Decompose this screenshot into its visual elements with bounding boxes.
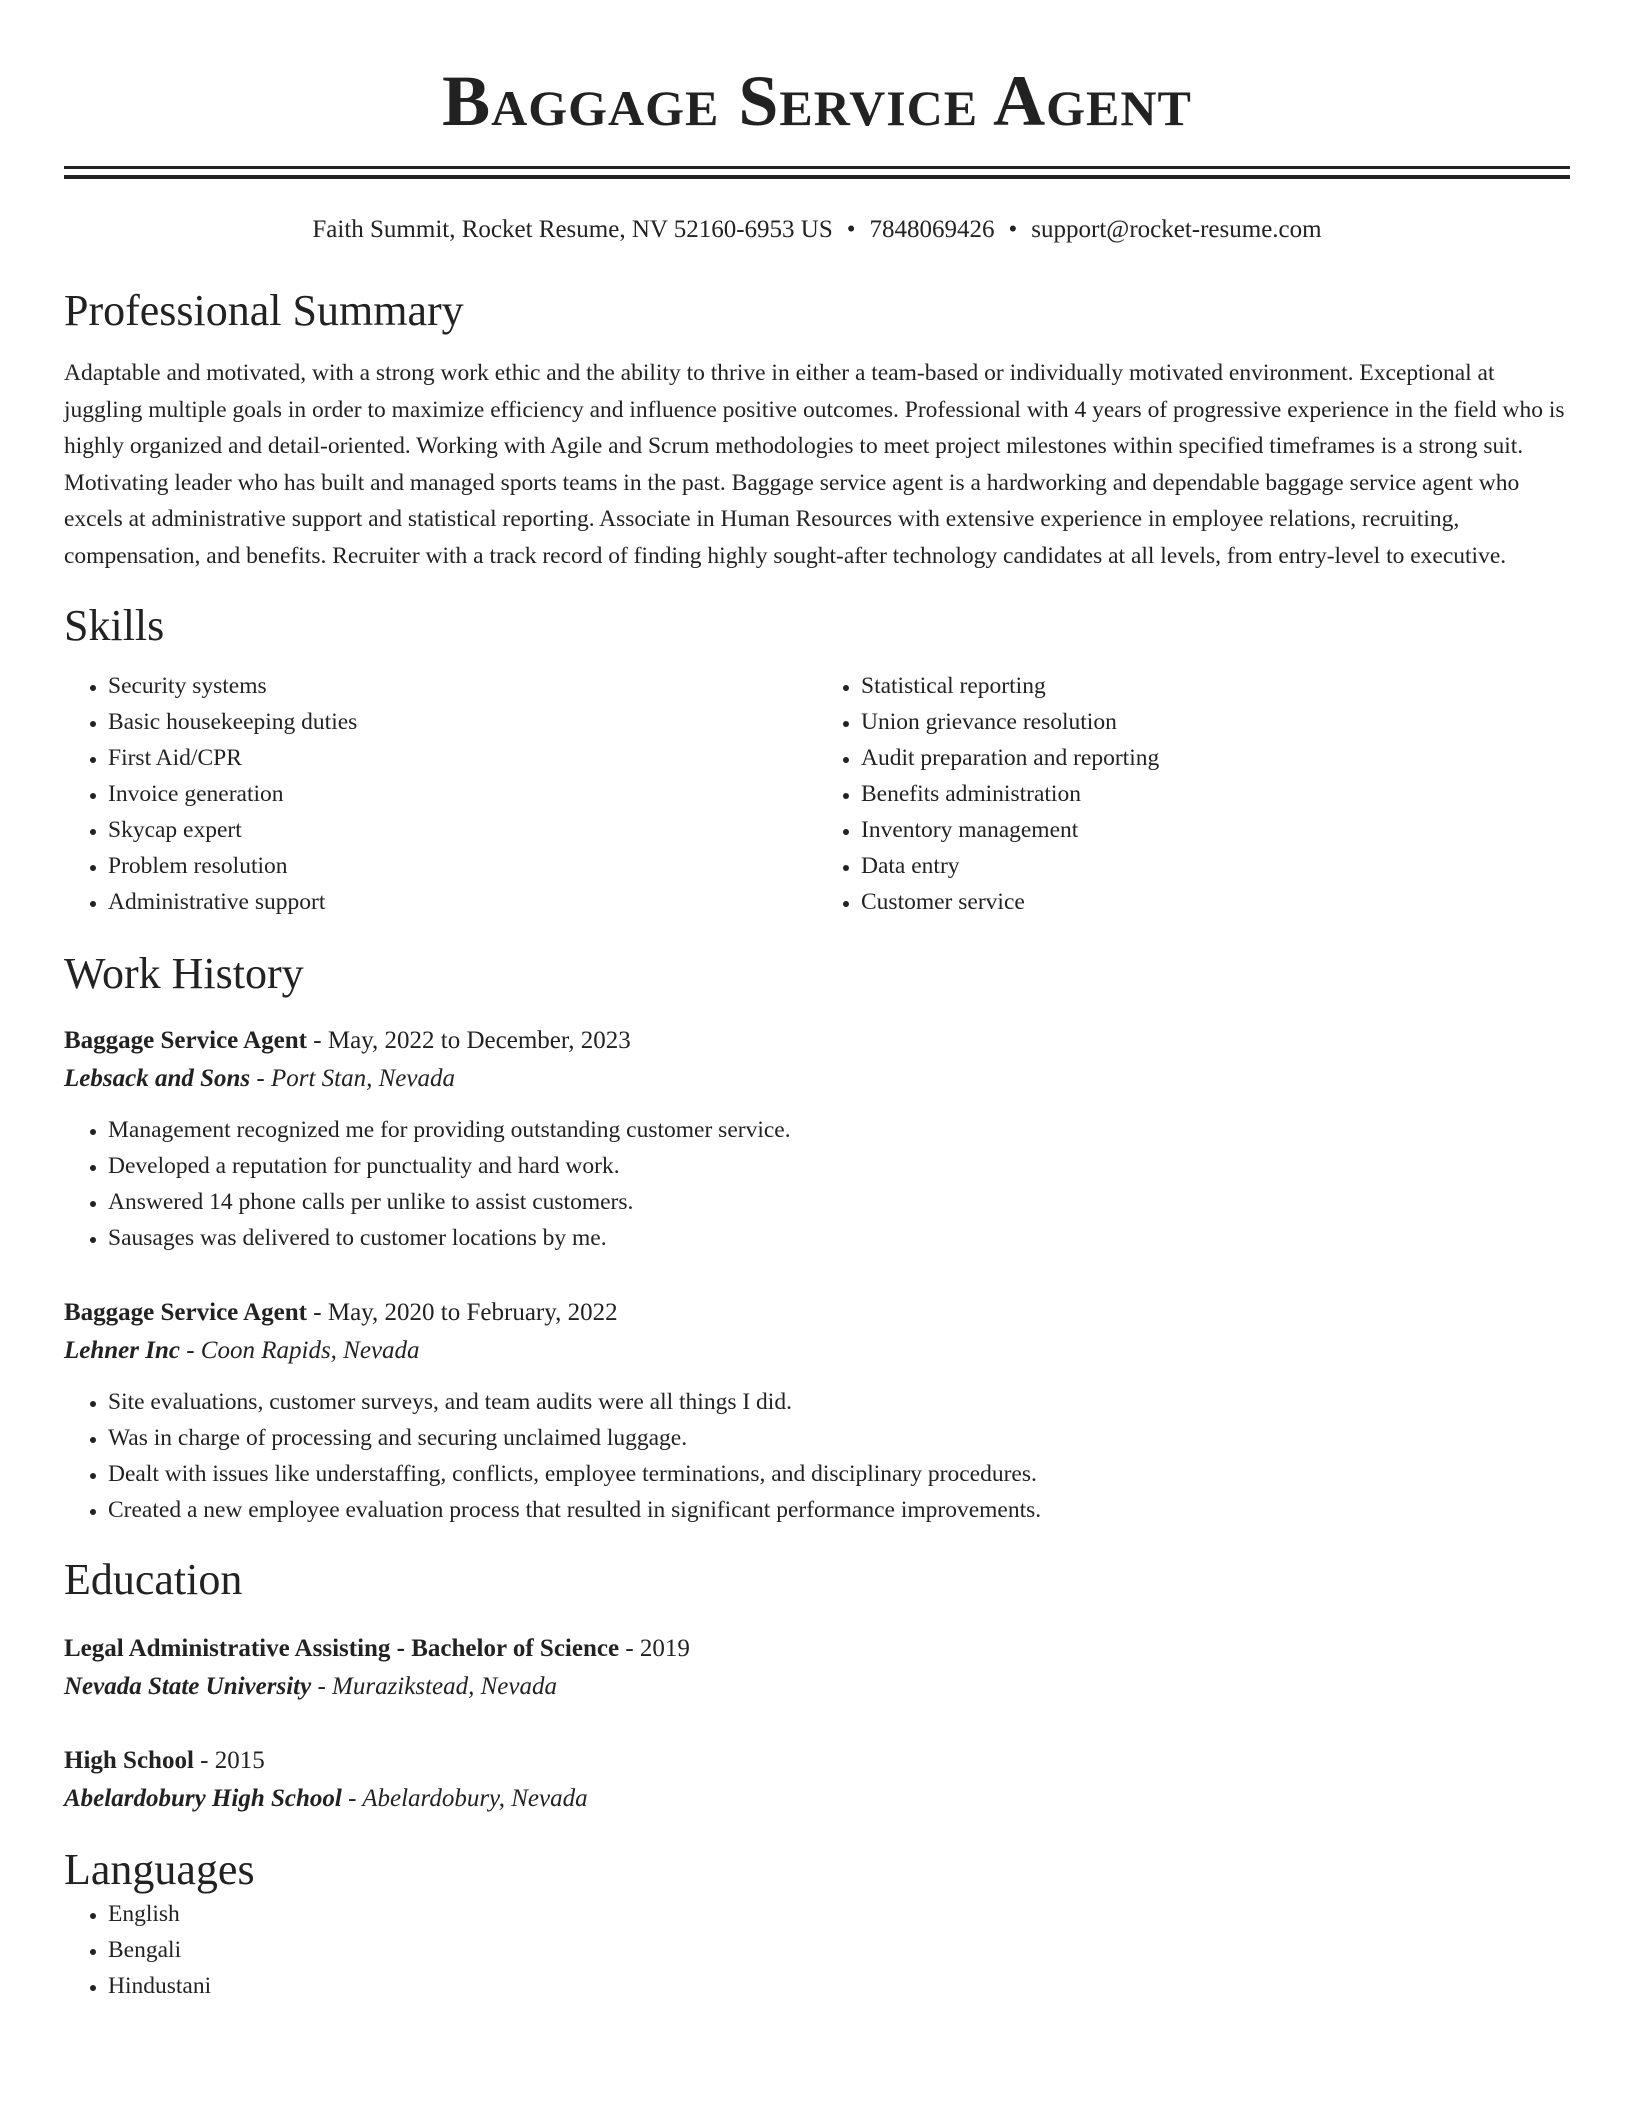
- skill-item: • Invoice generation: [108, 776, 817, 812]
- job-entry: [64, 1022, 1570, 1256]
- job-role: Baggage Service Agent: [64, 1027, 308, 1054]
- skill-item: • Audit preparation and reporting: [861, 740, 1570, 776]
- education-location: - Murazikstead, Nevada: [311, 1673, 557, 1700]
- skill-item: • Union grievance resolution: [861, 704, 1570, 740]
- skills-columns: [64, 668, 1570, 920]
- job-dates: - May, 2022 to December, 2023: [307, 1027, 631, 1054]
- education-degree: Legal Administrative Assisting - Bachelor of Science: [64, 1635, 620, 1662]
- education-degree-line: [64, 1630, 1570, 1668]
- language-item: • Hindustani: [108, 1968, 1570, 2004]
- contact-separator: •: [1008, 216, 1018, 243]
- skill-item: • Customer service: [861, 884, 1570, 920]
- education-heading: Education: [64, 1555, 243, 1604]
- job-duty: • Sausages was delivered to customer locations by me.: [108, 1220, 1570, 1256]
- work-history-heading: Work History: [64, 949, 304, 998]
- job-company: Lehner Inc: [64, 1337, 180, 1364]
- education-entry: [64, 1742, 1570, 1818]
- job-duty: • Dealt with issues like understaffing, conflicts, employee terminations, and disciplinary procedures.: [108, 1456, 1570, 1492]
- job-location: - Port Stan, Nevada: [250, 1065, 455, 1092]
- skills-heading: Skills: [64, 601, 165, 650]
- contact-email[interactable]: support@rocket-resume.com: [1031, 216, 1322, 243]
- job-duty: • Developed a reputation for punctuality and hard work.: [108, 1148, 1570, 1184]
- education-school-line: [64, 1668, 1570, 1706]
- education-year: - 2015: [193, 1747, 265, 1774]
- language-item: • English: [108, 1896, 1570, 1932]
- resume-page: [64, 0, 1570, 2004]
- job-company-line: [64, 1060, 1570, 1098]
- job-location: - Coon Rapids, Nevada: [179, 1337, 420, 1364]
- skill-item: • Inventory management: [861, 812, 1570, 848]
- job-duty: • Created a new employee evaluation process that resulted in significant performance improvements.: [108, 1492, 1570, 1528]
- skill-item: • Skycap expert: [108, 812, 817, 848]
- summary-heading: Professional Summary: [64, 286, 464, 335]
- education-entry: [64, 1630, 1570, 1706]
- contact-phone: 7848069426: [869, 216, 995, 243]
- languages-heading: Languages: [64, 1845, 255, 1894]
- job-entry: [64, 1294, 1570, 1528]
- job-duty: • Management recognized me for providing outstanding customer service.: [108, 1112, 1570, 1148]
- job-duty: • Was in charge of processing and securing unclaimed luggage.: [108, 1420, 1570, 1456]
- job-duty: • Answered 14 phone calls per unlike to assist customers.: [108, 1184, 1570, 1220]
- job-duties-list: [64, 1384, 1570, 1528]
- skill-item: • Data entry: [861, 848, 1570, 884]
- education-location: - Abelardobury, Nevada: [341, 1785, 588, 1812]
- skill-item: • Security systems: [108, 668, 817, 704]
- contact-line: [64, 215, 1570, 245]
- skills-left-list: [64, 668, 817, 920]
- skill-item: • Basic housekeeping duties: [108, 704, 817, 740]
- language-item: • Bengali: [108, 1932, 1570, 1968]
- contact-separator: •: [846, 216, 856, 243]
- skill-item: • Problem resolution: [108, 848, 817, 884]
- contact-address: Faith Summit, Rocket Resume, NV 52160-6953 US: [312, 216, 833, 243]
- skill-item: • First Aid/CPR: [108, 740, 817, 776]
- skill-item: • Administrative support: [108, 884, 817, 920]
- job-header: [64, 1294, 1570, 1332]
- summary-text: Adaptable and motivated, with a strong work ethic and the ability to thrive in either a team-based or individually motivated environment. Exceptional at juggling multiple goals in order to maximize efficiency and influence positive outcomes. Professional with 4 years of progressive experience in the field who is highly organized and detail-oriented. Working with Agile and Scrum methodologies to meet project milestones within specified timeframes is a strong suit. Motivating leader who has built and managed sports teams in the past. Baggage service agent is a hardworking and dependable baggage service agent who excels at administrative support and statistical reporting. Associate in Human Resources with extensive experience in employee relations, recruiting, compensation, and benefits. Recruiter with a track record of finding highly sought-after technology candidates at all levels, from entry-level to executive.: [64, 360, 1565, 569]
- candidate-name: Baggage Service Agent: [442, 61, 1192, 141]
- job-company: Lebsack and Sons: [64, 1065, 251, 1092]
- job-duties-list: [64, 1112, 1570, 1256]
- skill-item: • Benefits administration: [861, 776, 1570, 812]
- job-dates: - May, 2020 to February, 2022: [307, 1299, 618, 1326]
- languages-list: [64, 1896, 1570, 2004]
- education-year: - 2019: [619, 1635, 690, 1662]
- job-company-line: [64, 1332, 1570, 1370]
- job-duty: • Site evaluations, customer surveys, and team audits were all things I did.: [108, 1384, 1570, 1420]
- education-degree-line: [64, 1742, 1570, 1780]
- skills-right-list: [817, 668, 1570, 920]
- job-header: [64, 1022, 1570, 1060]
- education-school-line: [64, 1780, 1570, 1818]
- education-degree: High School: [64, 1747, 194, 1774]
- job-role: Baggage Service Agent: [64, 1299, 308, 1326]
- header-divider: [64, 166, 1570, 179]
- education-school: Abelardobury High School: [64, 1785, 342, 1812]
- skill-item: • Statistical reporting: [861, 668, 1570, 704]
- education-school: Nevada State University: [64, 1673, 312, 1700]
